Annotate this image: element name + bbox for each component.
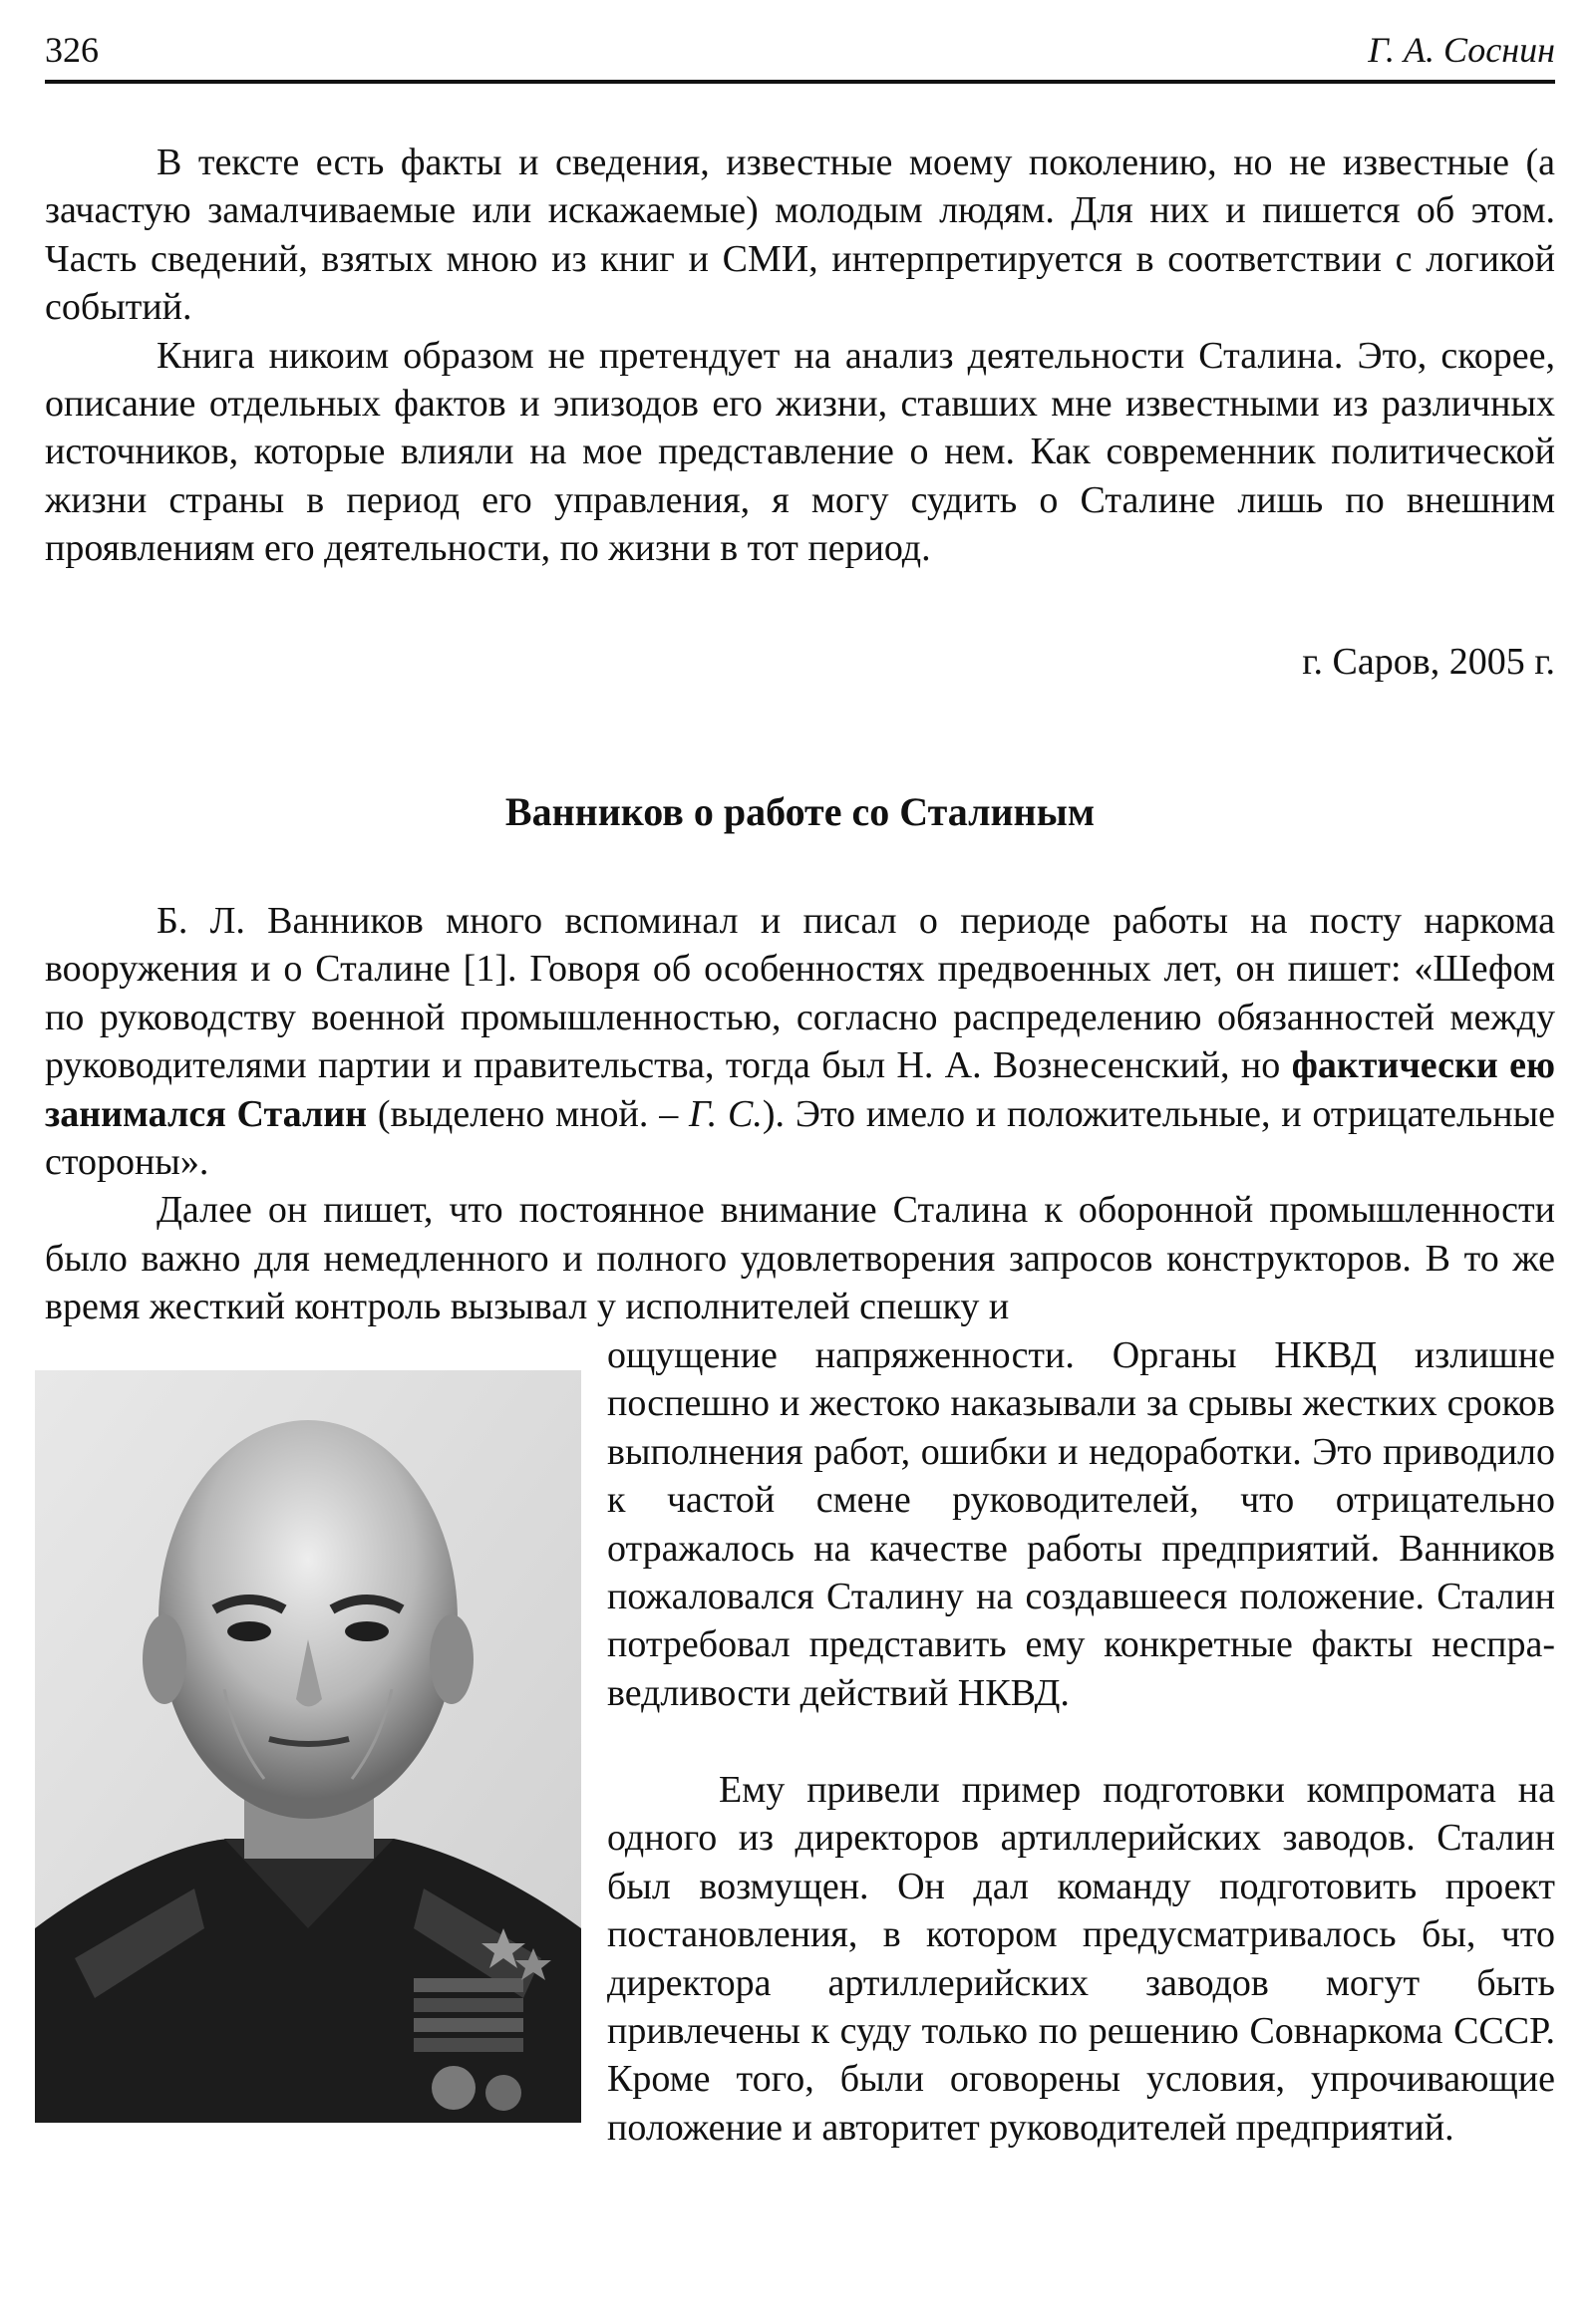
page-header	[45, 22, 1555, 82]
section-body-wrapped-upper	[607, 1331, 1555, 1717]
running-head-author: Г. А. Соснин	[1368, 30, 1555, 70]
section-paragraph-2-start: Далее он пишет, что постоянное внимание Сталина к оборонной промышленности было важно для немедленного и полного удовлетворения запросов конструкторов. В то же время жесткий контроль вызывал у исполнителей спешку и	[45, 1189, 1555, 1328]
paragraph-1-mid: (выделено мной. –	[367, 1092, 689, 1135]
intro-block	[45, 139, 1555, 573]
section-body-full-width	[45, 897, 1555, 1331]
initials-italic: Г. С.	[689, 1092, 763, 1135]
place-date-signature: г. Саров, 2005 г.	[1302, 641, 1555, 683]
paragraph-1-start: Б. Л. Ванников много вспоминал и писал о периоде работы на посту наркома вооружения и о Сталине [1]. Говоря об особенностях предвоенных лет, он пишет: «Шефом по руководству военной промышленностью, согласно распределению обязанностей между руководителями партии и правительства, тогда был Н. А. Вознесенский, но	[45, 900, 1555, 1087]
intro-paragraph-2: Книга никоим образом не претендует на анализ деятельности Сталина. Это, скорее, описание отдельных фактов и эпизодов его жизни, ставших мне известными из различных источников, которые влияли на мое представление о нем. Как современник политической жизни страны в период его управления, я могу судить о Сталине лишь по внешним проявлениям его деятельности, по жизни в тот период.	[45, 334, 1555, 570]
section-body-wrapped-lower	[607, 1766, 1555, 2152]
paragraph-1-end: ). Это имело и положительные, и отрицательные стороны».	[45, 1092, 1555, 1184]
section-paragraph-3: Ему привели пример подготовки компромата на одного из директоров артиллерийских заводов. Сталин был возмущен. Он дал команду подготовить проект постановления, в котором предусматривалось бы, что директора артиллерийских заводов могут быть привлечены к суду только по решению Совнаркома СССР. Кроме того, были оговорены условия, упрочивающие положение и авторитет руководителей предприятий.	[607, 1769, 1555, 2149]
emphasis-bold: фактически ею занимался Сталин	[45, 1044, 1556, 1135]
section-title: Ванников о работе со Сталиным	[504, 789, 1096, 834]
section-paragraph-2-continued: ощущение напряженности. Органы НКВД излишне поспешно и жестоко наказывали за срывы жестких сроков выполнения работ, ошибки и недоработки. Это приводило к частой смене руководителей, что отрицательно отражалось на качестве работы предприятий. Ванников пожаловался Сталину на создавшееся положение. Сталин потребовал представить ему конкретные факты несправедливости действий НКВД.	[607, 1334, 1555, 1714]
header-rule	[45, 80, 1555, 84]
page-number: 326	[45, 30, 99, 70]
portrait-photo	[35, 1370, 581, 2123]
section-paragraph-1	[45, 897, 1555, 1186]
intro-paragraph-1: В тексте есть факты и сведения, известные моему поколению, но не известные (а зачастую замалчиваемые или искажаемые) молодым людям. Для них и пишется об этом. Часть сведений, взятых мною из книг и СМИ, интерпретируется в соответствии с логикой событий.	[45, 142, 1555, 329]
